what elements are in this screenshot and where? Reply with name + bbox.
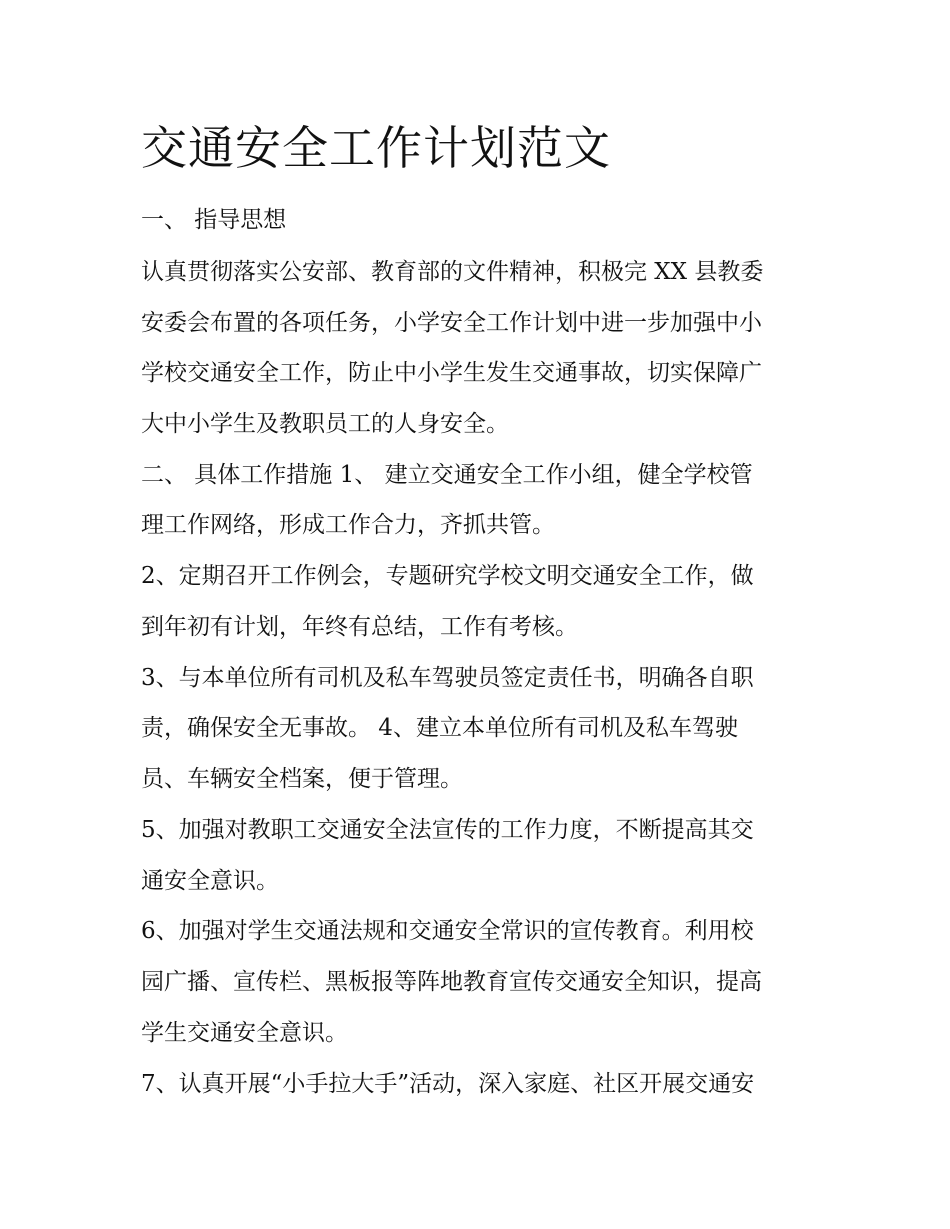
- document-title: 交通安全工作计划范文: [141, 121, 611, 175]
- paragraph-line: 安委会布置的各项任务，小学安全工作计划中进一步加强中小: [141, 310, 762, 336]
- paragraph-line: 7、认真开展“小手拉大手”活动，深入家庭、社区开展交通安: [141, 1071, 755, 1097]
- paragraph-line: 大中小学生及教职员工的人身安全。: [141, 411, 509, 437]
- paragraph-line: 2、定期召开工作例会，专题研究学校文明交通安全工作，做: [141, 563, 754, 589]
- paragraph-line: 到年初有计划，年终有总结，工作有考核。: [141, 614, 578, 640]
- paragraph-line: 员、车辆安全档案，便于管理。: [141, 766, 463, 792]
- paragraph-line: 6、加强对学生交通法规和交通安全常识的宣传教育。利用校: [141, 918, 754, 944]
- section-heading: 一、 指导思想: [141, 207, 287, 233]
- paragraph-line: 理工作网络，形成工作合力，齐抓共管。: [141, 512, 555, 538]
- paragraph-line: 3、与本单位所有司机及私车驾驶员签定责任书，明确各自职: [141, 665, 754, 691]
- paragraph-line: 学生交通安全意识。: [141, 1020, 348, 1046]
- paragraph-line: 认真贯彻落实公安部、教育部的文件精神，积极完 XX 县教委: [141, 259, 764, 285]
- paragraph-line: 学校交通安全工作，防止中小学生发生交通事故，切实保障广: [141, 360, 762, 386]
- paragraph-line: 园广播、宣传栏、黑板报等阵地教育宣传交通安全知识，提高: [141, 969, 762, 995]
- paragraph-line: 通安全意识。: [141, 868, 279, 894]
- paragraph-line: 5、加强对教职工交通安全法宣传的工作力度，不断提高其交: [141, 817, 754, 843]
- section-heading: 二、 具体工作措施 1、 建立交通安全工作小组，健全学校管: [141, 462, 753, 488]
- paragraph-line: 责，确保安全无事故。 4、建立本单位所有司机及私车驾驶: [141, 715, 738, 741]
